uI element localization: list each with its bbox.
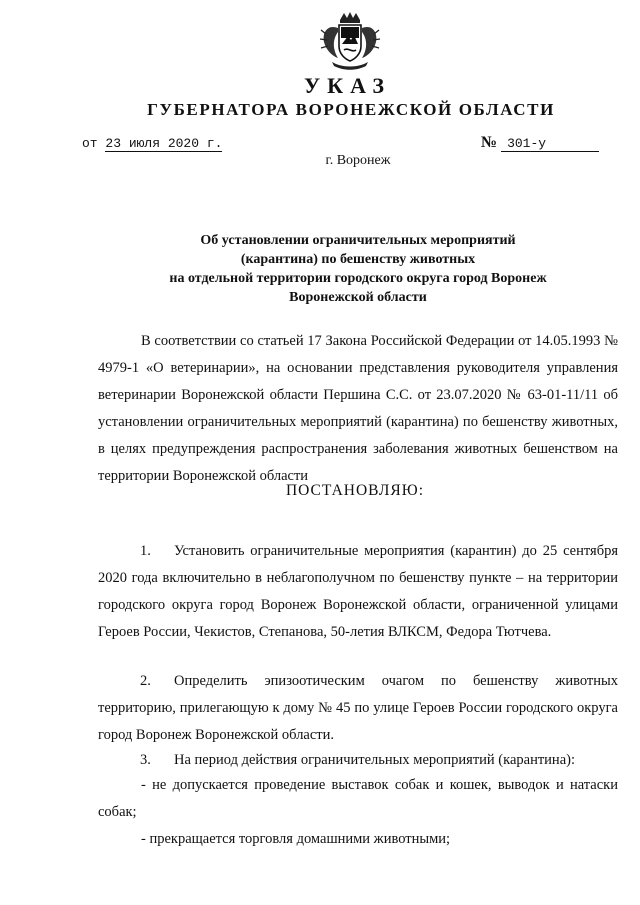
decree-number: 301-у: [501, 136, 599, 152]
clause-1: [98, 538, 618, 646]
number-sign: №: [481, 134, 498, 151]
heading-line: на отдельной территории городского округа город Воронеж: [169, 271, 547, 286]
resolve-heading: ПОСТАНОВЛЯЮ:: [285, 482, 425, 499]
date-prefix: от: [82, 136, 98, 151]
decree-date: 23 июля 2020 г.: [105, 136, 223, 151]
sub-clause: - прекращается торговля домашними животными;: [141, 831, 451, 847]
clause-number: 2.: [140, 673, 151, 689]
clause-number: 3.: [140, 752, 151, 768]
heading-line: Воронежской области: [289, 290, 427, 305]
decree-date-line: [82, 136, 222, 151]
document-heading: [140, 231, 576, 307]
clause-number: 1.: [140, 543, 151, 559]
heading-line: (карантина) по бешенству животных: [240, 252, 476, 267]
coat-of-arms-emblem: [318, 10, 382, 72]
preamble-paragraph: В соответствии со статьей 17 Закона Российской Федерации от 14.05.1993 № 4979-1 «О ветеринарии», на основании представления руководителя управления ветеринарии Воронежской области Першина С.С. от 23.07.2020 № 63-01-11/11 об установлении ограничительных мероприятий (карантина) по бешенству животных, в целях предупреждения распространения заболевания животных бешенством на территории Воронежской области: [98, 333, 618, 484]
heading-line: Об установлении ограничительных мероприятий: [200, 233, 516, 248]
sub-clause: - не допускается проведение выставок собак и кошек, выводок и натаски собак;: [98, 777, 618, 820]
clause-text: Определить эпизоотическим очагом по бешенству животных территорию, прилегающую к дому № 45 по улице Героев России городского округа город Воронеж Воронежской области.: [98, 673, 618, 743]
decree-city: г. Воронеж: [325, 153, 391, 168]
clause-text: На период действия ограничительных мероприятий (карантина):: [174, 752, 575, 768]
clause-text: Установить ограничительные мероприятия (карантин) до 25 сентября 2020 года включительно в неблагополучном по бешенству пункте – на территории городского округа город Воронеж Воронежской области, ограниченной улицами Героев России, Чекистов, Степанова, 50-летия ВЛКСМ, Федора Тютчева.: [98, 543, 618, 640]
decree-issuer: ГУБЕРНАТОРА ВОРОНЕЖСКОЙ ОБЛАСТИ: [147, 100, 555, 119]
decree-number-line: [481, 134, 599, 152]
clause-2: [98, 668, 618, 749]
decree-title: УКАЗ: [303, 73, 392, 98]
clause-3: [98, 747, 618, 774]
